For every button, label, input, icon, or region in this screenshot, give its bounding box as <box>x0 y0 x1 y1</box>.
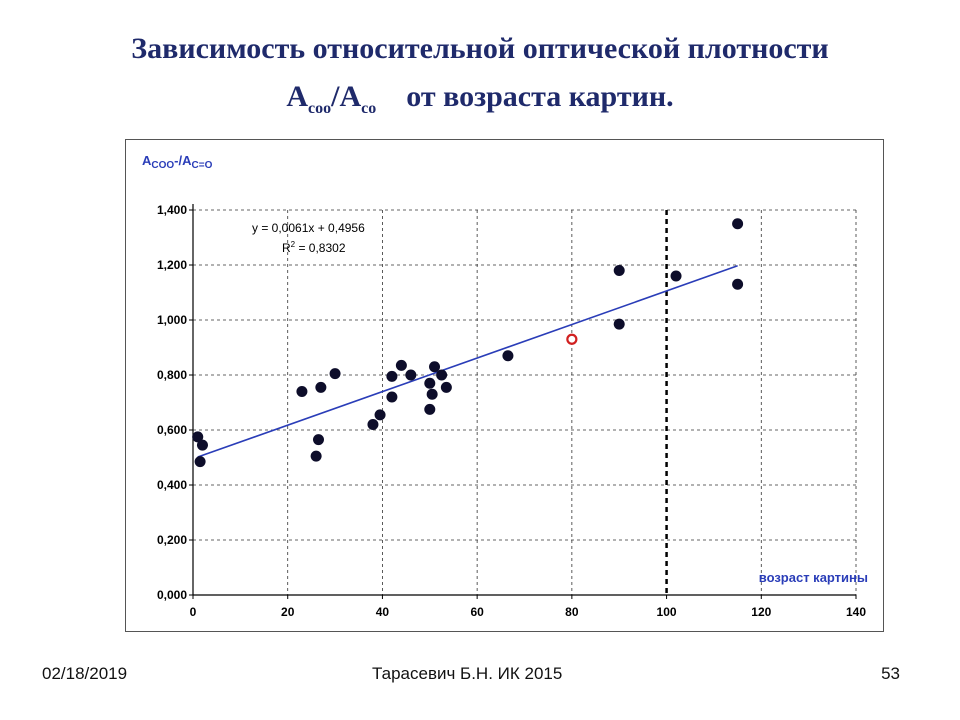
x-axis-label: возраст картины <box>758 570 868 585</box>
y-tick-label: 0,400 <box>156 478 187 492</box>
chart-grid <box>189 210 856 599</box>
y-tick-label: 0,800 <box>156 368 187 382</box>
data-point <box>405 370 416 381</box>
y-axis-label: $A_{COO}-/A_{C=O}$ <box>142 153 213 171</box>
data-point <box>732 218 743 229</box>
title-rest: от возраста картин. <box>406 80 674 113</box>
highlighted-data-point <box>567 335 576 344</box>
data-point <box>375 409 386 420</box>
data-point <box>386 392 397 403</box>
data-point <box>315 382 326 393</box>
data-point <box>424 378 435 389</box>
x-tick-label: 120 <box>751 605 772 619</box>
y-tick-label: 0,600 <box>156 423 187 437</box>
x-tick-label: 60 <box>470 605 484 619</box>
data-point <box>614 319 625 330</box>
data-point <box>427 389 438 400</box>
chart-frame <box>125 139 884 632</box>
title-sub-coo: coo <box>308 100 332 117</box>
data-point <box>614 265 625 276</box>
trend-equation: y = 0,0061x + 0,4956 <box>252 221 365 235</box>
y-tick-label: 1,200 <box>156 258 187 272</box>
x-tick-label: 0 <box>189 605 197 619</box>
data-point <box>313 434 324 445</box>
y-tick-label: 0,000 <box>156 588 187 602</box>
slide-title-line-1: Зависимость относительной оптической плотности <box>131 32 829 65</box>
data-point <box>441 382 452 393</box>
r-squared-label <box>282 240 346 255</box>
footer-date: 02/18/2019 <box>42 664 128 683</box>
scatter-chart <box>126 140 883 631</box>
data-point <box>197 440 208 451</box>
data-point <box>367 419 378 430</box>
data-point <box>396 360 407 371</box>
x-tick-label: 140 <box>845 605 867 619</box>
footer-page-number: 53 <box>881 664 900 683</box>
r2-value: = 0,8302 <box>295 241 346 255</box>
data-point <box>732 279 743 290</box>
data-point <box>671 271 682 282</box>
trendline <box>198 266 738 457</box>
data-point <box>195 456 206 467</box>
r2-sup: 2 <box>290 240 296 249</box>
x-tick-label: 40 <box>375 605 390 619</box>
y-tick-label: 1,400 <box>156 203 187 217</box>
title-a: A <box>286 80 309 113</box>
data-point <box>386 371 397 382</box>
y-tick-label: 1,000 <box>156 313 187 327</box>
slide-title-line-2 <box>0 80 960 118</box>
data-point <box>311 451 322 462</box>
x-tick-label: 100 <box>656 605 677 619</box>
footer-author: Тарасевич Б.Н. ИК 2015 <box>372 664 563 683</box>
y-tick-label: 0,200 <box>156 533 187 547</box>
title-sub-co: co <box>361 100 377 117</box>
data-point <box>436 370 447 381</box>
data-point <box>502 350 513 361</box>
x-tick-label: 80 <box>565 605 579 619</box>
data-point <box>330 368 341 379</box>
data-point <box>424 404 435 415</box>
title-slash-a: /A <box>331 80 362 113</box>
r2-letter: R <box>282 241 291 255</box>
x-tick-labels <box>190 605 867 619</box>
x-tick-label: 20 <box>281 605 295 619</box>
data-point <box>296 386 307 397</box>
y-tick-labels <box>157 203 187 602</box>
